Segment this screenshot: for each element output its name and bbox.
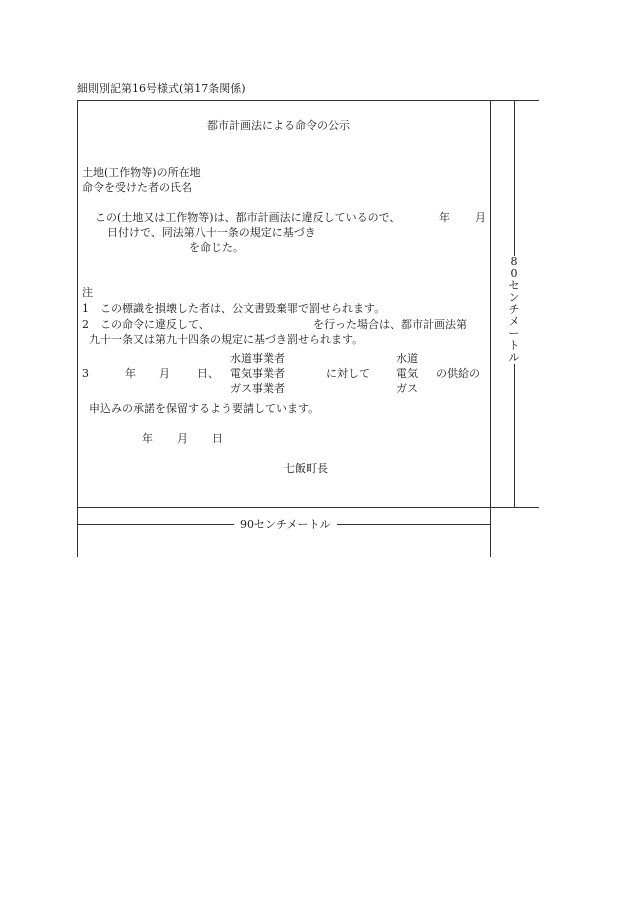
- note-3-month: 月: [159, 367, 170, 380]
- note-2-number: 2: [82, 318, 89, 331]
- height-label-char: ン: [508, 291, 520, 304]
- utility-electric: 電気: [396, 367, 418, 380]
- notes-heading: 注: [82, 286, 93, 299]
- notice-title: 都市計画法による命令の公示: [207, 119, 350, 132]
- operator-gas: ガス事業者: [230, 382, 285, 395]
- order-year: 年: [439, 211, 450, 224]
- height-label-char: 0: [510, 267, 518, 280]
- height-label-char: ト: [508, 339, 520, 352]
- order-text-line1: この(土地又は工作物等)は、都市計画法に違反しているので、: [95, 211, 401, 224]
- note-3-year: 年: [125, 367, 136, 380]
- operator-electric: 電気事業者: [230, 367, 285, 380]
- note-3-day: 日、: [197, 367, 219, 380]
- width-dimension-label: 90センチメートル: [234, 518, 337, 531]
- utility-water: 水道: [396, 352, 418, 365]
- operator-water: 水道事業者: [230, 352, 285, 365]
- utility-gas: ガス: [396, 382, 418, 395]
- note-2-line2: 九十一条又は第九十四条の規定に基づき罰せられます。: [89, 333, 364, 346]
- height-label-char: チ: [508, 303, 520, 316]
- note-2-text-b: を行った場合は、都市計画法第: [313, 318, 467, 331]
- height-dimension-label: [507, 256, 521, 364]
- recipient-label: 命令を受けた者の氏名: [82, 181, 192, 194]
- date-month: 月: [177, 432, 188, 445]
- frame-top-line: [77, 100, 539, 101]
- order-text-line3: を命じた。: [189, 241, 244, 254]
- frame-right-line: [490, 100, 491, 557]
- date-day: 日: [212, 432, 223, 445]
- note-1-text: この標識を損壊した者は、公文書毀棄罪で罰せられます。: [100, 302, 386, 315]
- note-3-number: 3: [82, 367, 89, 380]
- location-label: 土地(工作物等)の所在地: [82, 166, 201, 179]
- note-2-text-a: この命令に違反して、: [100, 318, 210, 331]
- date-year: 年: [142, 432, 153, 445]
- form-label: 細則別記第16号様式(第17条関係): [77, 82, 246, 95]
- signature: 七飯町長: [284, 462, 328, 475]
- note-1-number: 1: [82, 302, 89, 315]
- height-label-char: ー: [508, 327, 520, 340]
- order-month: 月: [475, 211, 486, 224]
- height-label-char: ル: [508, 351, 520, 364]
- height-label-char: 8: [510, 255, 518, 268]
- note-3-line2: 申込みの承諾を保留するよう要請しています。: [89, 402, 320, 415]
- order-text-line2: 日付けで、同法第八十一条の規定に基づき: [107, 226, 316, 239]
- frame-left-line: [77, 100, 78, 557]
- frame-bottom-line: [77, 507, 539, 508]
- height-label-char: メ: [508, 315, 520, 328]
- height-label-char: セ: [508, 279, 520, 292]
- note-3-supply: の供給の: [436, 367, 480, 380]
- note-3-against: に対して: [326, 367, 370, 380]
